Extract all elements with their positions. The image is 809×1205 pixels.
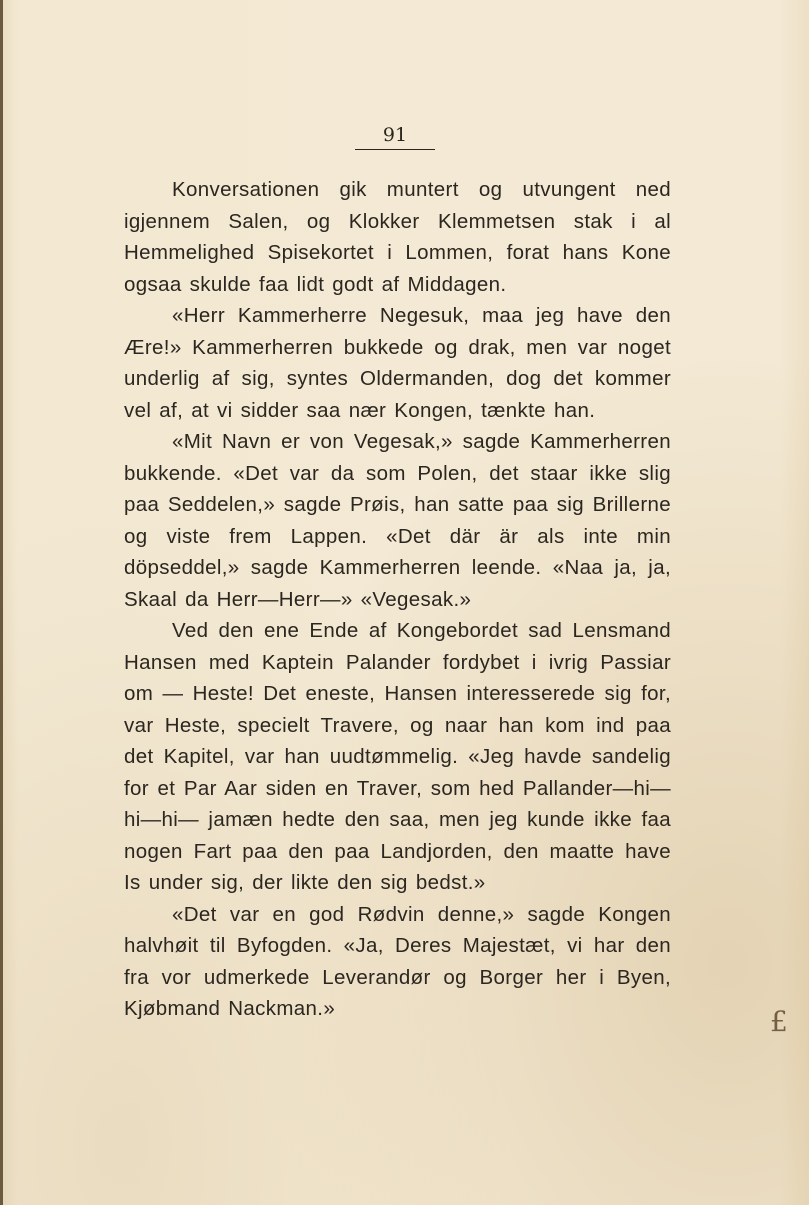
margin-mark: £: [770, 1005, 788, 1038]
page-number: 91: [355, 124, 435, 150]
paragraph: «Herr Kammerherre Negesuk, maa jeg have den Ære!» Kammerherren bukkede og drak, men var noget underlig af sig, syntes Oldermanden, dog det kommer vel af, at vi sidder saa nær Kongen, tænkte han.: [124, 304, 671, 422]
paragraph: Konversationen gik muntert og utvungent ned igjennem Salen, og Klokker Klemmetsen stak i al Hemmelighed Spisekortet i Lommen, forat hans Kone ogsaa skulde faa lidt godt af Middagen.: [124, 178, 671, 296]
body-text: [124, 174, 671, 1025]
page-gutter: [0, 0, 3, 1205]
paragraph: Ved den ene Ende af Kongebordet sad Lensmand Hansen med Kaptein Palander fordybet i ivrig Passiar om — Heste! Det eneste, Hansen interesserede sig for, var Heste, specielt Travere, og naar han kom ind paa det Kapitel, var han uudtømmelig. «Jeg havde sandelig for et Par Aar siden en Traver, som hed Pallander—hi—hi—hi— jamæn hedte den saa, men jeg kunde ikke faa nogen Fart paa den paa Landjorden, den maatte have Is under sig, der likte den sig bedst.»: [124, 619, 671, 894]
paragraph: «Mit Navn er von Vegesak,» sagde Kammerherren bukkende. «Det var da som Polen, det staar ikke slig paa Seddelen,» sagde Prøis, han satte paa sig Brillerne og viste frem Lappen. «Det där är als inte min döpseddel,» sagde Kammerherren leende. «Naa ja, ja, Skaal da Herr—Herr—» «Vegesak.»: [124, 430, 671, 611]
paragraph: «Det var en god Rødvin denne,» sagde Kongen halvhøit til Byfogden. «Ja, Deres Majestæt, vi har den fra vor udmerkede Leverandør og Borger her i Byen, Kjøbmand Nackman.»: [124, 902, 671, 1020]
